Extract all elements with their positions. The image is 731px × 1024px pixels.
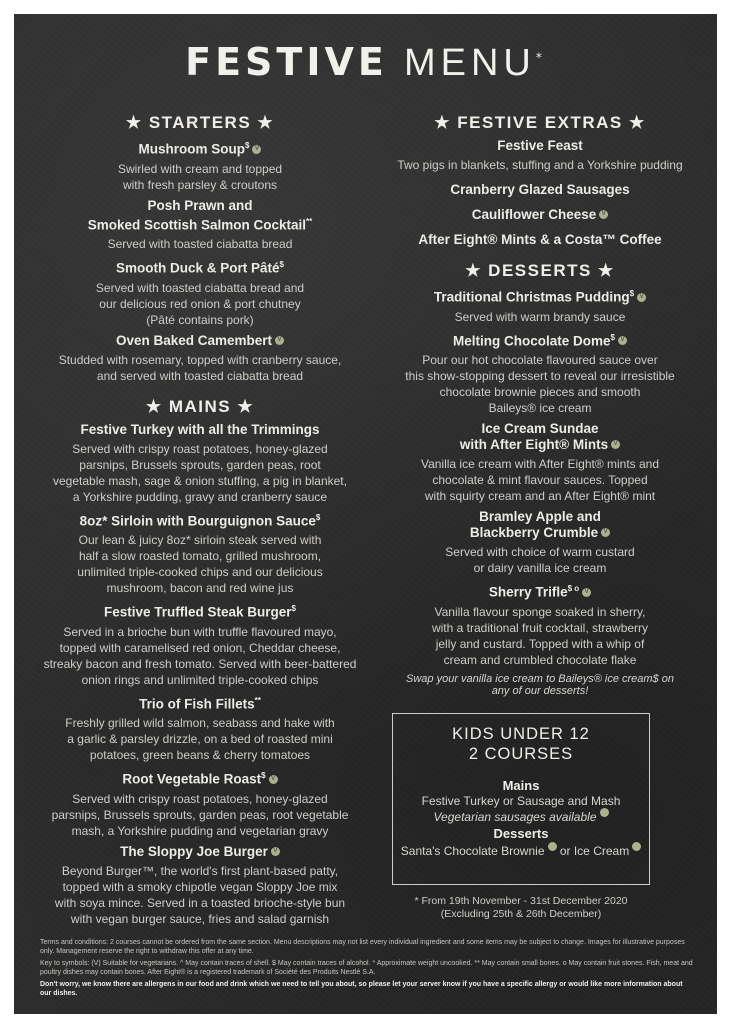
description-line: parsnips, Brussels sprouts, garden peas, root	[79, 457, 321, 472]
item-name-text: Traditional Christmas Pudding	[433, 289, 630, 305]
description-line: half a slow roasted tomato, grilled mushroom,	[78, 549, 322, 563]
vegetarian-icon: V	[611, 440, 620, 449]
item-name	[372, 286, 708, 306]
dates-line-1: * From 19th November - 31st December 2020	[414, 895, 628, 907]
description-line: Beyond Burger™, the world's first plant-based patty,	[61, 863, 339, 878]
allergen-marks: $	[610, 332, 615, 342]
kids-desserts-heading: Desserts	[493, 826, 549, 841]
dates-line-2: (Excluding 25th & 26th December)	[440, 908, 602, 920]
item-name	[30, 768, 370, 788]
description-line: chocolate & mint flavour sauces. Topped	[432, 473, 648, 487]
allergen-marks: **	[306, 216, 313, 226]
title-mark: *	[535, 50, 546, 65]
allergen-marks: **	[254, 695, 261, 705]
menu-section	[30, 112, 370, 384]
description-line: Studded with rosemary, topped with cranberry sauce,	[58, 352, 342, 367]
description-line: Freshly grilled wild salmon, seabass and hake with	[65, 716, 335, 730]
menu-item	[372, 207, 708, 223]
description-line: Served with toasted ciabatta bread and	[95, 280, 305, 295]
vegetarian-icon: V	[271, 847, 280, 856]
note-line: any of our desserts!	[491, 684, 589, 697]
description-line: streaky bacon and fresh tomato. Served with beer-battered	[43, 656, 357, 671]
menu-item	[30, 844, 370, 927]
description-line: parsnips, Brussels sprouts, garden peas, root vegetable	[51, 807, 349, 822]
description-line: Served with choice of warm custard	[445, 545, 635, 559]
vegetarian-icon: V	[599, 210, 608, 219]
description-line: a garlic & parsley drizzle, on a bed of roasted mini	[67, 732, 333, 746]
menu-section	[372, 112, 708, 248]
menu-item	[30, 333, 370, 384]
vegetarian-icon	[600, 808, 609, 817]
description-line: with soya mince. Served in a toasted brioche-style bun	[54, 895, 346, 910]
item-description	[30, 236, 370, 252]
description-line: Vanilla flavour sponge soaked in sherry,	[434, 604, 646, 619]
menu-item	[372, 509, 708, 576]
item-description	[372, 544, 708, 576]
right-column	[372, 112, 708, 709]
item-name-text: 8oz* Sirloin with Bourguignon Sauce	[79, 513, 316, 528]
kids-dessert-ice-cream: or Ice Cream	[559, 844, 630, 858]
item-name	[30, 510, 370, 530]
allergen-marks: $	[279, 260, 284, 269]
kids-mains-note: Vegetarian sausages available	[433, 810, 597, 824]
description-line: with a traditional fruit cocktail, strawberry	[431, 620, 649, 635]
description-line: Served with crispy roast potatoes, honey-glazed	[72, 441, 328, 456]
description-line: Served with crispy roast potatoes, honey-glazed	[72, 791, 328, 806]
item-name	[30, 257, 370, 277]
vegetarian-icon: V	[637, 293, 646, 302]
description-line: cream and crumbled chocolate flake	[443, 652, 637, 667]
description-line: jelly and custard. Topped with a whip of	[435, 636, 645, 651]
vegetarian-icon: V	[275, 336, 284, 345]
item-description	[30, 161, 370, 193]
item-name-text: Festive Feast	[497, 138, 583, 153]
item-name	[372, 207, 708, 223]
menu-title	[0, 40, 731, 85]
description-line: Two pigs in blankets, stuffing and a Yorkshire pudding	[397, 158, 683, 172]
menu-item	[372, 286, 708, 325]
item-name-line-2	[30, 214, 370, 234]
description-line: Served with toasted ciabatta bread	[107, 237, 293, 251]
item-name-text: Posh Prawn and	[147, 197, 253, 213]
left-column	[30, 112, 370, 939]
item-description	[30, 791, 370, 839]
item-description	[372, 309, 708, 325]
item-name	[372, 138, 708, 154]
description-line: potatoes, green beans & cherry tomatoes	[89, 748, 311, 762]
section-heading: ★ DESSERTS ★	[465, 261, 615, 280]
menu-item	[372, 330, 708, 417]
item-description	[372, 456, 708, 504]
item-name-text: Trio of Fish Fillets	[139, 696, 255, 711]
menu-section	[372, 260, 708, 697]
description-line: or dairy vanilla ice cream	[473, 561, 607, 575]
kids-mains-heading: Mains	[502, 778, 540, 793]
item-name-text: Festive Turkey with all the Trimmings	[80, 421, 320, 437]
description-line: unlimited triple-cooked chips and our delicious	[77, 565, 323, 579]
note-line: Swap your vanilla ice cream to Baileys® ice cream$ on	[406, 672, 674, 685]
item-description	[30, 715, 370, 763]
item-name-text: Cauliflower Cheese	[471, 207, 597, 222]
kids-subtitle: 2 COURSES	[468, 745, 574, 763]
item-name-text: Bramley Apple and	[479, 509, 601, 524]
allergen-marks: $	[245, 141, 250, 150]
menu-item	[30, 601, 370, 688]
kids-dessert-brownie: Santa's Chocolate Brownie	[400, 844, 545, 858]
item-name	[372, 509, 708, 525]
item-name	[372, 330, 708, 350]
item-name-text: The Sloppy Joe Burger	[120, 843, 268, 859]
terms-text: Terms and conditions: 2 courses cannot be ordered from the same section. Menu descriptions may not list every individual ingredient and some items may be subject to change. Images for illustrative purposes only. Management reserve the right to withdraw this offer at any time.	[40, 939, 685, 955]
allergy-text: Don't worry, we know there are allergens in our food and drink which we need to tell you about, so please let your server know if you have a specific allergy or would like more information about our dishes.	[40, 981, 683, 997]
item-name-text: Oven Baked Camembert	[115, 332, 273, 348]
item-name-line-2	[372, 525, 708, 541]
menu-item	[372, 581, 708, 668]
allergen-marks: $	[261, 771, 266, 780]
description-line: vegetable mash, sage & onion stuffing, a pig in blanket,	[53, 473, 347, 488]
menu-item	[30, 138, 370, 193]
item-name-text: Mushroom Soup	[138, 141, 246, 157]
kids-mains: Festive Turkey or Sausage and Mash	[421, 794, 621, 808]
description-line: with squirty cream and an After Eight® mint	[424, 489, 656, 503]
item-description	[372, 352, 708, 416]
allergen-marks: $	[315, 512, 321, 522]
kids-menu-box	[392, 713, 650, 885]
item-name-text: Root Vegetable Roast	[122, 771, 262, 787]
description-line: Pour our hot chocolate flavoured sauce over	[422, 353, 658, 367]
description-line: and served with toasted ciabatta bread	[96, 368, 304, 383]
symbol-key-text: Key to symbols: (V) Suitable for vegetarians. ^ May contain traces of shell. $ May contain traces of alcohol. * Approximate weight uncooked. ** May contain small bones. o May contain fruit stones. Fish, meat and poultry dishes may contain bones. After Eight® is a registered trademark of Société des Produits Nestlé S.A.	[40, 960, 693, 976]
menu-section	[30, 396, 370, 927]
kids-title: KIDS UNDER 12	[452, 725, 590, 743]
menu-item	[30, 257, 370, 328]
vegetarian-icon: V	[618, 336, 627, 345]
description-line: with vegan burger sauce, fries and salad garnish	[70, 911, 330, 926]
menu-item	[30, 198, 370, 253]
item-name	[372, 232, 708, 248]
vegetarian-icon: V	[582, 588, 591, 597]
offer-dates	[392, 895, 650, 921]
item-name-text: After Eight® Mints & a Costa™ Coffee	[418, 232, 662, 247]
description-line: Served with warm brandy sauce	[454, 309, 626, 324]
vegetarian-icon: V	[252, 145, 261, 154]
item-description	[30, 352, 370, 384]
item-name-text: Melting Chocolate Dome	[453, 333, 611, 348]
description-line: Vanilla ice cream with After Eight® mints and	[420, 457, 660, 471]
description-line: Swirled with cream and topped	[117, 161, 283, 176]
vegetarian-icon: V	[269, 775, 278, 784]
description-line: Served in a brioche bun with truffle flavoured mayo,	[63, 624, 337, 639]
description-line: mash, a Yorkshire pudding and vegetarian gravy	[71, 823, 329, 838]
allergen-marks: $	[291, 604, 296, 613]
vegetarian-icon: V	[601, 528, 610, 537]
vegetarian-icon	[548, 842, 557, 851]
item-name-text: Blackberry Crumble	[469, 525, 599, 540]
description-line: with fresh parsley & croutons	[122, 177, 278, 192]
item-name-text: Smoked Scottish Salmon Cocktail	[87, 217, 307, 232]
item-name	[30, 693, 370, 713]
item-name-line-2	[372, 437, 708, 453]
item-description	[30, 441, 370, 505]
item-name	[372, 421, 708, 437]
menu-item	[372, 421, 708, 504]
section-heading: ★ MAINS ★	[145, 396, 255, 416]
description-line: topped with caramelised red onion, Cheddar cheese,	[59, 640, 341, 655]
item-description	[30, 280, 370, 328]
vegetarian-icon	[632, 842, 641, 851]
item-description	[372, 157, 708, 173]
menu-item	[372, 232, 708, 248]
item-name	[372, 182, 708, 198]
allergen-marks: $ o	[567, 584, 580, 593]
dessert-note	[372, 673, 708, 697]
item-name	[30, 333, 370, 349]
menu-item	[30, 768, 370, 839]
description-line: topped with a smoky chipotle vegan Sloppy Joe mix	[62, 879, 338, 894]
item-description	[30, 863, 370, 927]
item-description	[30, 624, 370, 688]
title-bold: FESTIVE	[185, 40, 388, 84]
description-line: (Pâté contains pork)	[146, 312, 254, 327]
title-light: MENU	[403, 42, 536, 84]
menu-item	[372, 138, 708, 173]
section-heading: ★ STARTERS ★	[125, 113, 275, 132]
description-line: mushroom, bacon and red wine jus	[106, 581, 294, 595]
item-name-text: Sherry Trifle	[488, 584, 568, 600]
description-line: Baileys® ice cream	[488, 401, 592, 415]
description-line: a Yorkshire pudding, gravy and cranberry sauce	[72, 489, 328, 504]
item-name	[30, 601, 370, 621]
description-line: this show-stopping dessert to reveal our irresistible	[405, 369, 675, 383]
menu-item	[372, 182, 708, 198]
menu-item	[30, 693, 370, 764]
description-line: our delicious red onion & port chutney	[99, 296, 301, 311]
description-line: Our lean & juicy 8oz* sirloin steak served with	[78, 533, 322, 547]
item-description	[30, 532, 370, 596]
item-name	[30, 422, 370, 438]
menu-item	[30, 422, 370, 505]
section-heading: ★ FESTIVE EXTRAS ★	[434, 113, 646, 132]
item-name	[372, 581, 708, 601]
allergen-marks: $	[629, 289, 635, 298]
item-name	[30, 198, 370, 214]
item-name	[30, 138, 370, 158]
footer	[40, 938, 695, 1001]
item-name-text: with After Eight® Mints	[459, 437, 609, 452]
item-description	[372, 604, 708, 668]
menu-item	[30, 510, 370, 597]
description-line: chocolate brownie pieces and smooth	[439, 385, 641, 399]
item-name-text: Ice Cream Sundae	[481, 421, 599, 436]
item-name-text: Cranberry Glazed Sausages	[450, 182, 630, 197]
item-name	[30, 844, 370, 860]
item-name-text: Festive Truffled Steak Burger	[103, 604, 292, 620]
item-name-text: Smooth Duck & Port Pâté	[116, 260, 280, 276]
description-line: onion rings and unlimited triple-cooked chips	[81, 672, 319, 687]
